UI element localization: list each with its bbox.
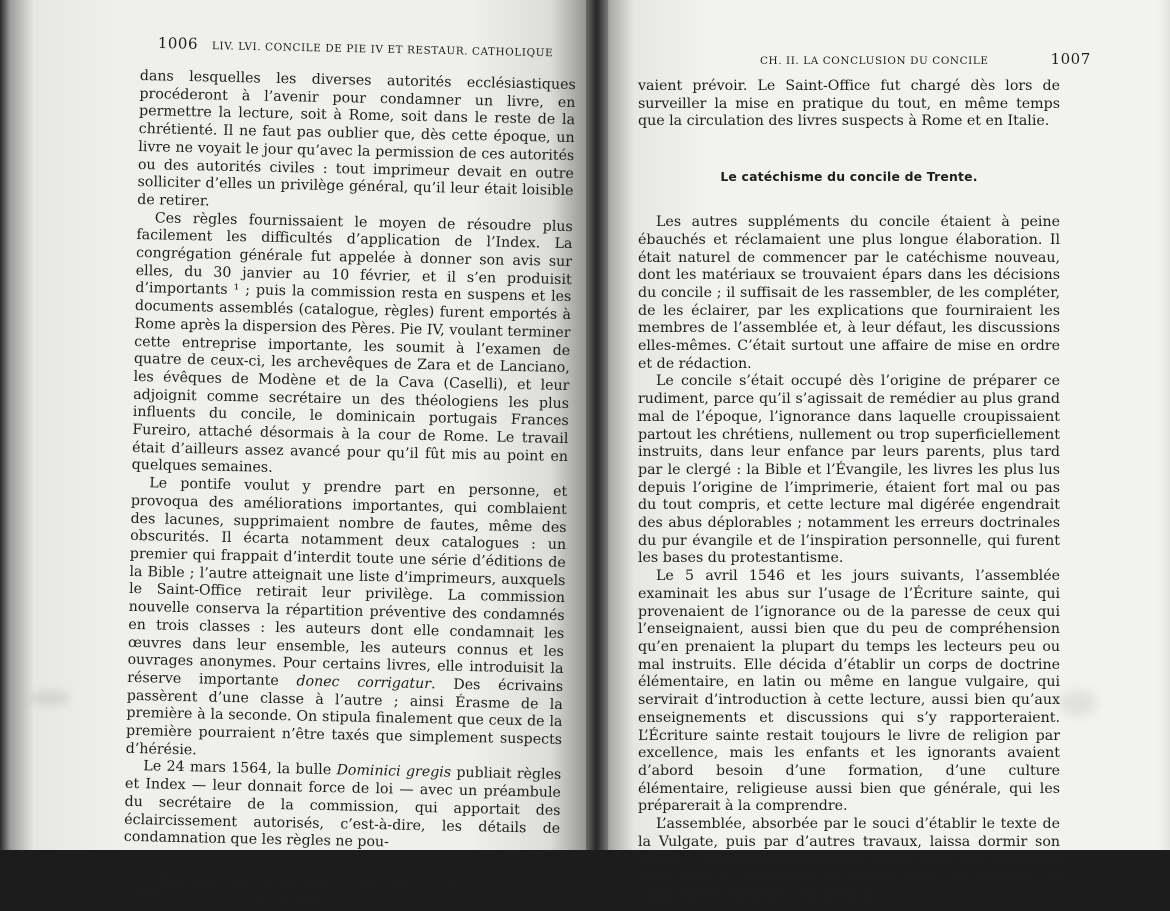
left-paragraph-4-italic: Dominici gregis [336,762,452,782]
right-paragraph-4: Le 5 avril 1546 et les jours suivants, l’assemblée examinait les abus sur l’usage de l’Écriture sainte, qui provenaient de l’ignorance ou de la paresse de ceux qui l’enseignaient, aussi bien que du peu de compréhension qu’en prenaient la plupart du temps les lecteurs peu ou mal instruits. Elle décida d’établir un corps de doctrine élémentaire, en latin ou même en langue vulgaire, qui servirait d’introduction à cette lecture, aussi bien qu’aux enseignements et discussions qui s’y rapporteraient. L’Écriture sainte restait toujours le livre de religion par excellence, mais les enfants et les ignorants avaient d’abord besoin d’une formation, d’une culture élémentaire, religieuse aussi bien que générale, qui les préparerait à la comprendre. [638,568,1060,815]
left-paragraph-3-part-a: Le pontife voulut y prendre part en personne, et provoqua des améliorations importantes, qui comblaient des lacunes, supprimaient nombre de fautes, même des obscurités. Il écarta notamment deux catalogues : un premier qui frappait d’interdit toute une série d’éditions de la Bible ; l’autre atteignait une liste d’imprimeurs, auxquels le Saint-Office retirait leur privilège. La commission nouvelle conserva la répartition préventive des condamnés en trois classes : les auteurs dont elle condamnait les œuvres dans leur ensemble, les auteurs connus et les ouvrages anonymes. Pour certains livres, elle introduisit la réserve importante [127,475,568,690]
left-paragraph-3-italic: donec corrigatur [296,673,432,693]
left-paragraph-4-part-a: Le 24 mars 1564, la bulle [143,758,337,779]
left-paragraph-1: dans lesquelles les diverses autorités ecclésiastiques procéderont à l’avenir pour condamner un livre, en permettre la lecture, soit à Rome, soit dans le reste de la chrétienté. Il ne faut pas oublier que, dès cette époque, un livre ne voyait le jour qu’avec la permission de ces autorités ou des autorités civiles : tout imprimeur devait en outre solliciter d’elles un privilège général, qu’il leur était loisible de retirer. [137,68,576,210]
left-paragraph-4-part-b: publiait règles et Index — leur donnait force de loi — avec un préambule du secrétaire de la commission, qui apportait des éclaircissement autorisés, c’est-à-dire, les détails de condamnation que les règles ne pou- [123,765,562,851]
right-page-number: 1007 [1050,50,1091,68]
paper-smudge [30,690,70,706]
left-paragraph-2: Ces règles fournissaient le moyen de résoudre plus facilement les difficultés d’application de l’Index. La congrégation générale fut appelée à donner son avis sur elles, du 30 janvier au 10 février, et il s’en produisit d’importants ¹ ; puis la commission resta en suspens et les documents assemblés (catalogue, règles) furent emportés à Rome après la dispersion des Pères. Pie IV, voulant terminer cette entreprise importante, les soumit à l’examen de quatre de ceux-ci, les archevêques de Zara et de Lanciano, les évêques de Modène et de la Cava (Caselli), et leur adjoignit comme secrétaire un des théologiens les plus influents du concile, le dominicain portugais Frances Fureiro, attaché désormais à la cour de Rome. Le travail était d’ailleurs assez avancé pour qu’il fût mis au point en quelques semaines. [131,209,573,477]
left-paragraph-3 [126,475,568,767]
right-paragraph-1: vaient prévoir. Le Saint-Office fut chargé dès lors de surveiller la mise en pratique du tout, en même temps que la circulation des livres suspects à Rome et en Italie. [638,78,1060,130]
right-running-head [760,50,1091,68]
footnote-part-c: t. viii, p. 306-323, passim. [169,888,326,906]
footnote-italic-1: ibid. [305,876,332,892]
footnote-italic-2: Conc. Trident. [122,881,560,903]
right-running-title: CH. II. LA CONCLUSION DU CONCILE [760,55,989,67]
right-text-block [638,78,1060,905]
left-paragraph-4 [124,758,562,856]
section-heading: Le catéchisme du concile de Trente. [720,169,978,185]
footnote-part-a: 1. Mentionnés par Pastor, [140,873,306,891]
left-text-block [123,68,576,911]
left-paragraph-3-part-b: . Des écrivains passèrent d’une classe à l’autre ; ainsi Érasme de la première à la seconde. On stipula finalement que ceux de la première pourraient n’être taxés que simplement suspects d’hérésie. [125,676,564,759]
left-page-number: 1006 [157,34,199,53]
book-gutter [586,0,608,850]
footnote-1 [123,873,560,911]
right-paragraph-2: Les autres suppléments du concile étaient à peine ébauchés et réclamaient une plus longue élaboration. Il était naturel de commencer par le catéchisme nouveau, dont les matériaux se trouvaient épars dans les décisions du concile ; il suffisait de les rassembler, de les compléter, de les éclairer, par les explications que fourniraient les membres de l’assemblée et, à leur défaut, les discussions elles-mêmes. C’était surtout une affaire de mise en ordre et de rédaction. [638,214,1060,372]
footnote-block [123,873,560,911]
paper-smudge-right [1060,690,1096,716]
right-paragraph-5: L’assemblée, absorbée par le souci d’établir le texte de la Vulgate, puis par d’autres travaux, laissa dormir son projet ; l’empereur Ferdinand le reprit plus tard, le soumit vers 1551 à l’université de Vienne, puis aux jésuites, et saint Pierre Canisius composa un [638,816,1060,903]
footnote-part-b: , p. 302 note 8 ; 303 note 5 ; [331,877,526,896]
left-running-title: LIV. LVI. CONCILE DE PIE IV ET RESTAUR. CATHOLIQUE [211,40,554,60]
right-paragraph-3: Le concile s’était occupé dès l’origine de préparer ce rudiment, parce qu’il s’agissait de remédier au plus grand mal de l’époque, l’ignorance dans laquelle croupissaient partout les chrétiens, nullement ou trop superficiellement instruits, dans leur enfance par leurs parents, plus tard par le clergé : la Bible et l’Évangile, les livres les plus lus depuis l’origine de l’imprimerie, étaient fort mal ou pas du tout compris, et cette lecture mal digérée engendrait des abus déplorables ; notamment les erreurs doctrinales du pur évangile et de l’inspiration personnelle, qui furent les bases du protestantisme. [638,373,1060,567]
